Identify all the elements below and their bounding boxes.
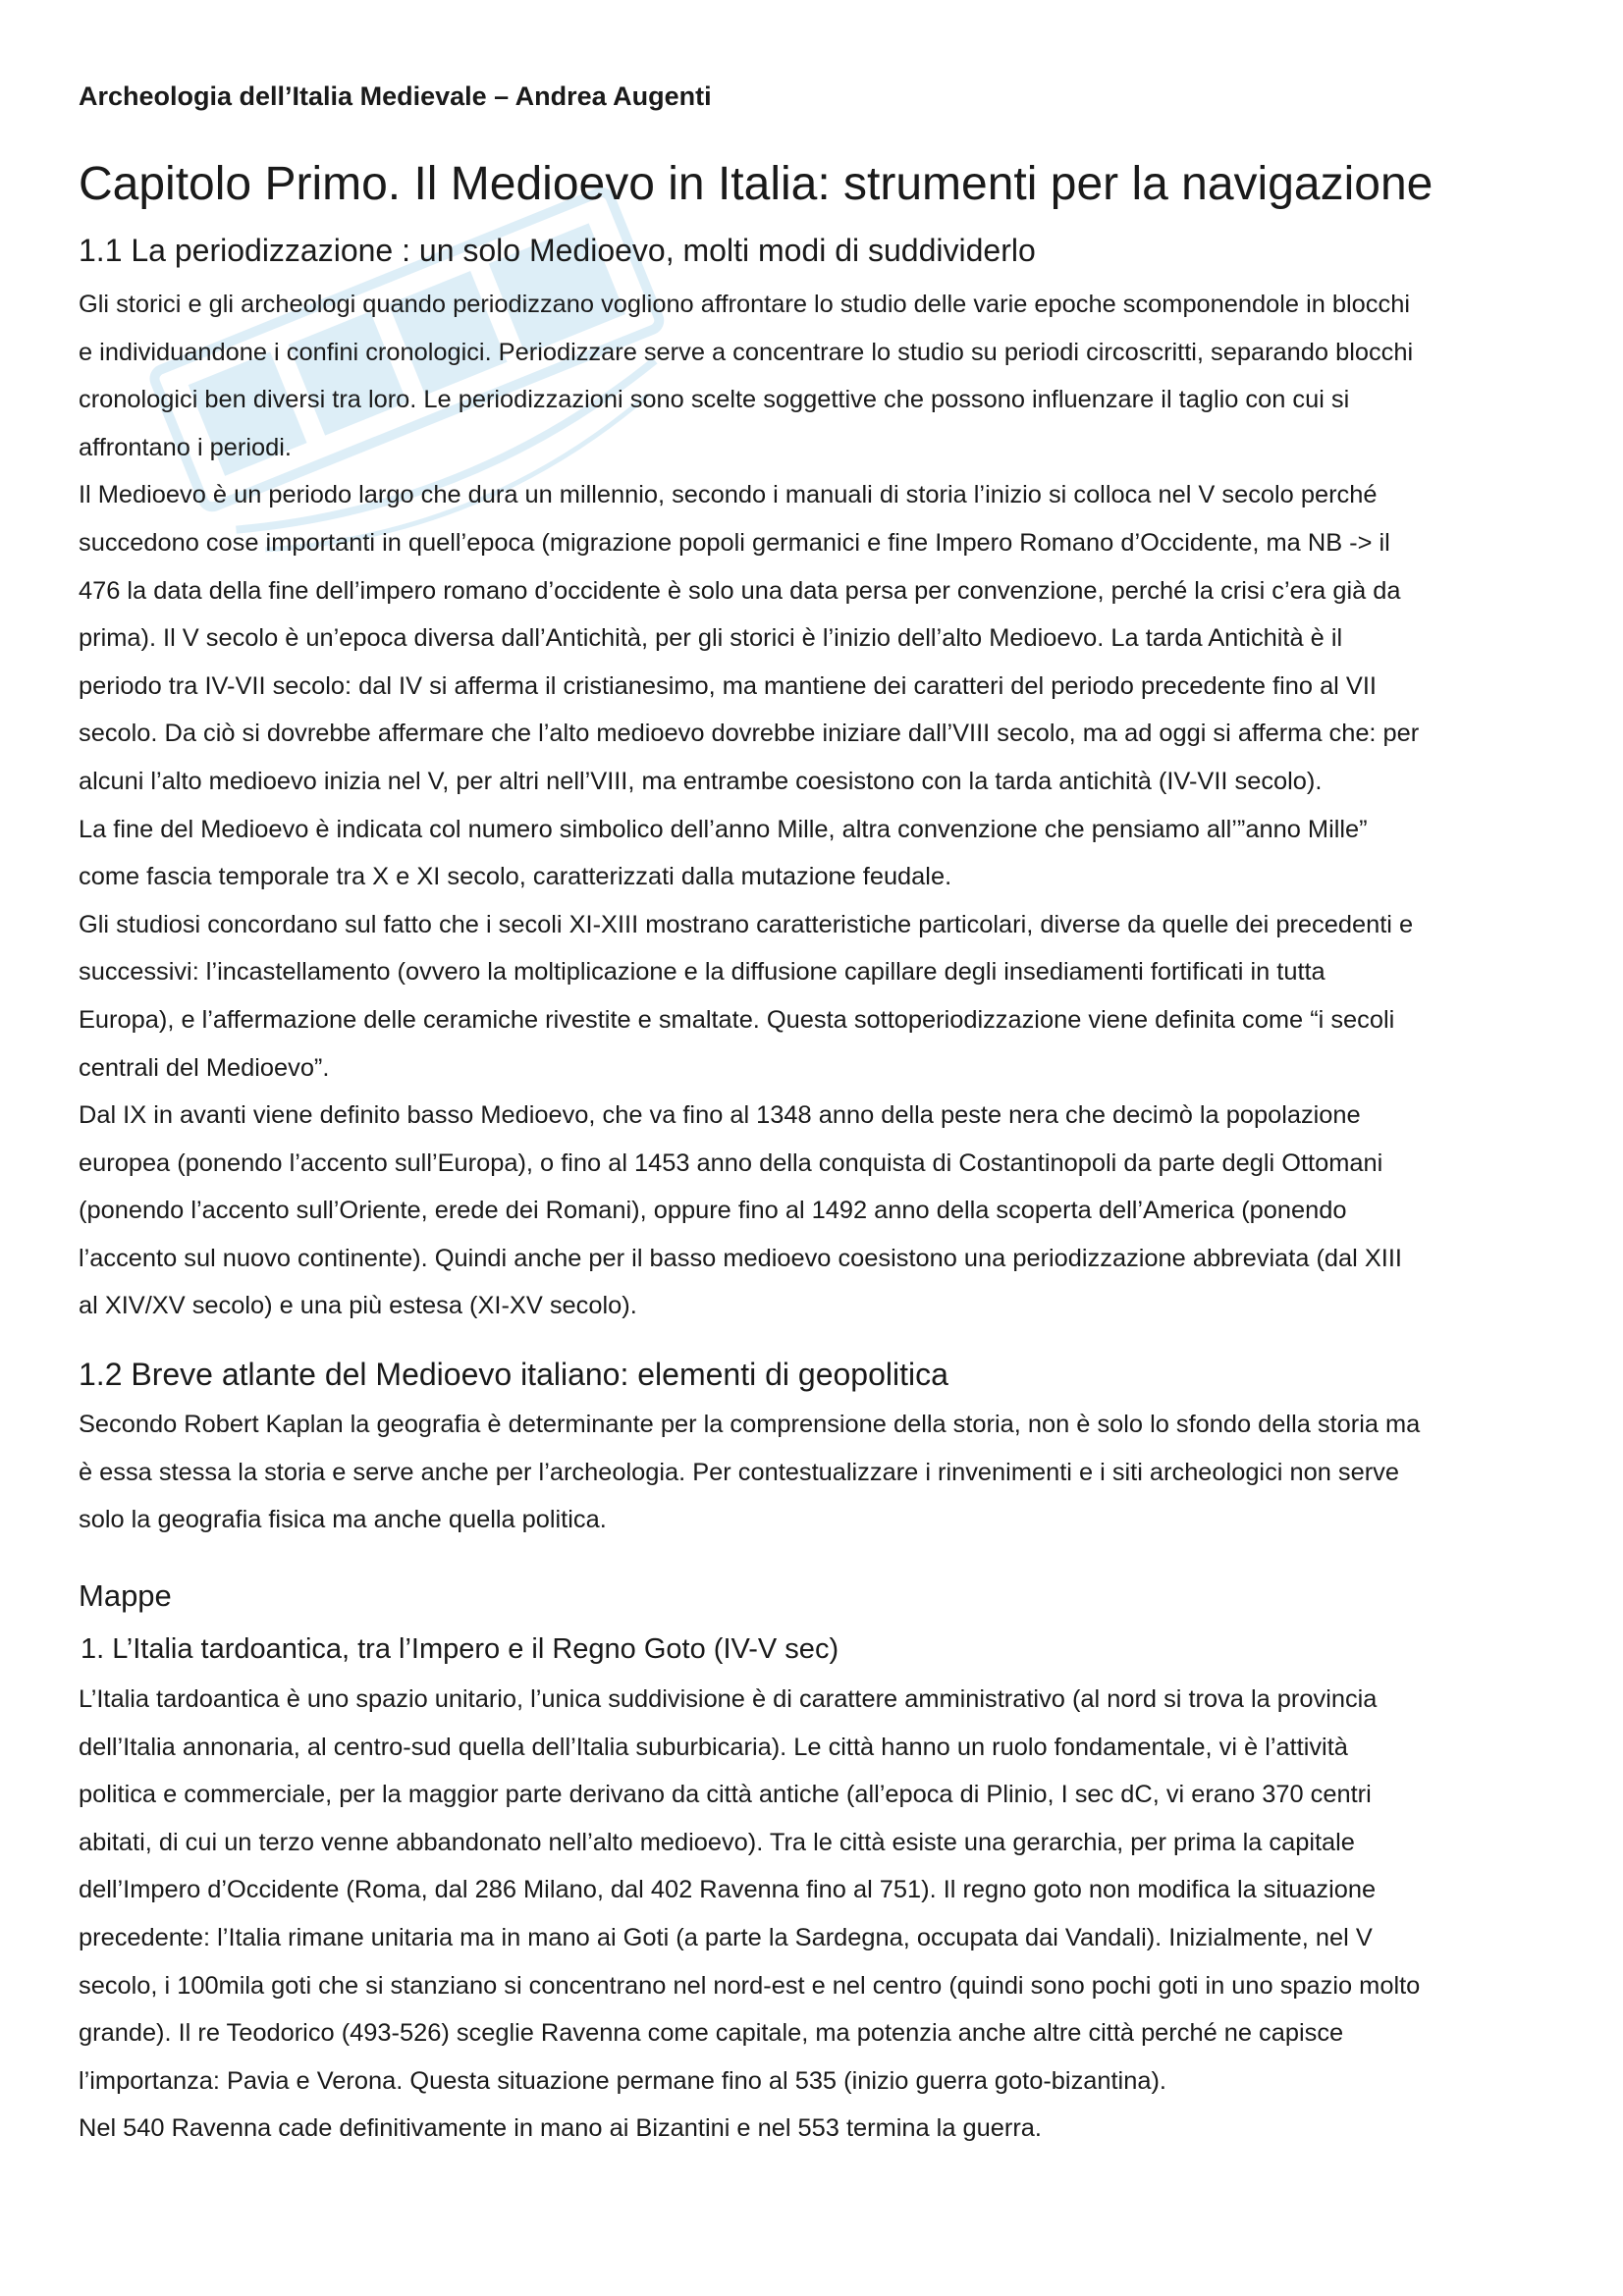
paragraph-line: Gli studiosi concordano sul fatto che i secoli XI-XIII mostrano caratteristiche particolari, diverse da quelle dei precedenti e: [79, 910, 1414, 938]
paragraph-line: successivi: l’incastellamento (ovvero la moltiplicazione e la diffusione capillare degli insediamenti fortificati in tutta: [79, 958, 1325, 987]
chapter-title: Capitolo Primo. Il Medioevo in Italia: strumenti per la navigazione: [79, 158, 1434, 210]
paragraph-line: Secondo Robert Kaplan la geografia è determinante per la comprensione della storia, non è solo lo sfondo della storia ma: [79, 1411, 1421, 1438]
section-title-1-1: 1.1 La periodizzazione : un solo Medioevo, molti modi di suddividerlo: [79, 233, 1036, 268]
map-item-1-body: [79, 1676, 1420, 2153]
paragraph-line: l’accento sul nuovo continente). Quindi anche per il basso medioevo coesistono una periodizzazione abbreviata (dal XIII: [79, 1244, 1402, 1272]
paragraph-line: è essa stessa la storia e serve anche per l’archeologia. Per contestualizzare i rinvenimenti e i siti archeologici non serve: [79, 1458, 1399, 1486]
document-header: Archeologia dell’Italia Medievale – Andrea Augenti: [79, 81, 712, 111]
paragraph-line: politica e commerciale, per la maggior parte derivano da città antiche (all’epoca di Plinio, I sec dC, vi erano 370 centri: [79, 1781, 1372, 1809]
paragraph-line: secolo, i 100mila goti che si stanziano si concentrano nel nord-est e nel centro (quindi sono pochi goti in uno spazio molto: [79, 1971, 1421, 2000]
paragraph-line: dell’Impero d’Occidente (Roma, dal 286 Milano, dal 402 Ravenna fino al 751). Il regno goto non modifica la situazione: [79, 1876, 1377, 1904]
paragraph-line: al XIV/XV secolo) e una più estesa (XI-XV secolo).: [79, 1292, 637, 1320]
paragraph-line: europea (ponendo l’accento sull’Europa), o fino al 1453 anno della conquista di Costantinopoli da parte degli Ottomani: [79, 1148, 1383, 1177]
paragraph-line: L’Italia tardoantica è uno spazio unitario, l’unica suddivisione è di carattere amministrativo (al nord si trova la provincia: [79, 1685, 1378, 1713]
paragraph-line: cronologici ben diversi tra loro. Le periodizzazioni sono scelte soggettive che possono influenzare il taglio con cui si: [79, 386, 1350, 414]
paragraph-line: Nel 540 Ravenna cade definitivamente in mano ai Bizantini e nel 553 termina la guerra.: [79, 2114, 1042, 2143]
paragraph-line: prima). Il V secolo è un’epoca diversa dall’Antichità, per gli storici è l’inizio dell’alto Medioevo. La tarda Antichità è il: [79, 624, 1343, 653]
paragraph-line: Europa), e l’affermazione delle ceramiche rivestite e smaltate. Questa sottoperiodizzazione viene definita come “i secoli: [79, 1005, 1395, 1034]
paragraph-line: (ponendo l’accento sull’Oriente, erede dei Romani), oppure fino al 1492 anno della scoperta dell’America (ponendo: [79, 1197, 1347, 1225]
paragraph-line: Il Medioevo è un periodo largo che dura un millennio, secondo i manuali di storia l’inizio si colloca nel V secolo perché: [79, 481, 1378, 509]
paragraph-line: periodo tra IV-VII secolo: dal IV si afferma il cristianesimo, ma mantiene dei caratteri del periodo precedente fino al VII: [79, 671, 1377, 700]
map-item-1-title: 1. L’Italia tardoantica, tra l’Impero e il Regno Goto (IV-V sec): [81, 1633, 839, 1665]
paragraph-line: e individuandone i confini cronologici. Periodizzare serve a concentrare lo studio su periodi circoscritti, separando blocchi: [79, 338, 1414, 366]
paragraph-line: 476 la data della fine dell’impero romano d’occidente è solo una data persa per convenzione, perché la crisi c’era già da: [79, 576, 1401, 605]
document-page: [79, 0, 1551, 2296]
paragraph-line: secolo. Da ciò si dovrebbe affermare che l’alto medioevo dovrebbe iniziare dall’VIII secolo, ma ad oggi si afferma che: per: [79, 720, 1420, 748]
paragraph-line: succedono cose importanti in quell’epoca (migrazione popoli germanici e fine Impero Romano d’Occidente, ma NB -> il: [79, 528, 1390, 557]
paragraph-line: solo la geografia fisica ma anche quella politica.: [79, 1506, 607, 1534]
paragraph-line: affrontano i periodi.: [79, 433, 292, 461]
section-1-1-body: [79, 281, 1419, 1330]
paragraph-line: alcuni l’alto medioevo inizia nel V, per altri nell’VIII, ma entrambe coesistono con la tarda antichità (IV-VII secolo).: [79, 767, 1323, 795]
paragraph-line: grande). Il re Teodorico (493-526) sceglie Ravenna come capitale, ma potenzia anche altre città perché ne capisce: [79, 2019, 1344, 2048]
section-1-2-body: [79, 1401, 1420, 1544]
paragraph-line: centrali del Medioevo”.: [79, 1053, 330, 1082]
paragraph-line: La fine del Medioevo è indicata col numero simbolico dell’anno Mille, altra convenzione che pensiamo all’”anno Mille”: [79, 815, 1368, 843]
paragraph-line: abitati, di cui un terzo venne abbandonato nell’alto medioevo). Tra le città esiste una gerarchia, per prima la capitale: [79, 1828, 1355, 1856]
paragraph-line: Dal IX in avanti viene definito basso Medioevo, che va fino al 1348 anno della peste nera che decimò la popolazione: [79, 1101, 1361, 1130]
section-title-1-2: 1.2 Breve atlante del Medioevo italiano: elementi di geopolitica: [79, 1357, 948, 1392]
paragraph-line: precedente: l’Italia rimane unitaria ma in mano ai Goti (a parte la Sardegna, occupata dai Vandali). Inizialmente, nel V: [79, 1923, 1373, 1951]
paragraph-line: come fascia temporale tra X e XI secolo, caratterizzati dalla mutazione feudale.: [79, 863, 952, 891]
paragraph-line: Gli storici e gli archeologi quando periodizzano vogliono affrontare lo studio delle varie epoche scomponendole in blocchi: [79, 291, 1410, 318]
paragraph-line: dell’Italia annonaria, al centro-sud quella dell’Italia suburbicaria). Le città hanno un ruolo fondamentale, vi è l’attività: [79, 1733, 1348, 1761]
paragraph-line: l’importanza: Pavia e Verona. Questa situazione permane fino al 535 (inizio guerra goto-bizantina).: [79, 2066, 1166, 2095]
mappe-title: Mappe: [79, 1578, 172, 1613]
